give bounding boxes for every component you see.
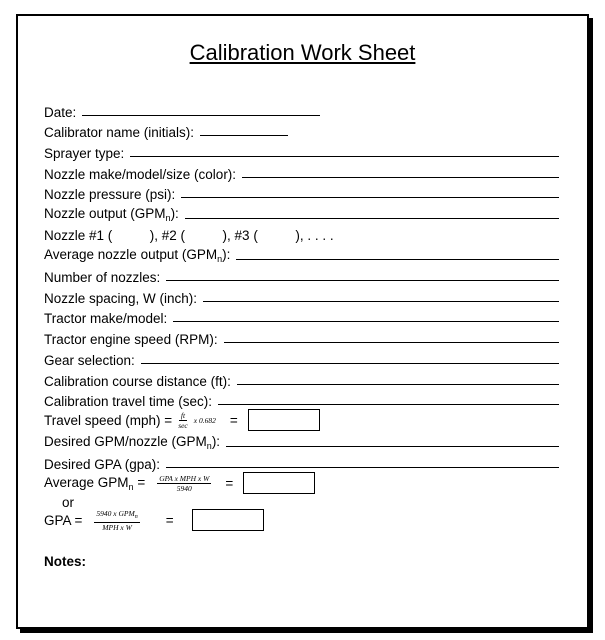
sprayer-line[interactable]: [130, 156, 559, 157]
label-desired-gpa: Desired GPA (gpa):: [44, 457, 161, 472]
desired-gpm-line[interactable]: [226, 446, 559, 447]
row-gpa: [44, 510, 559, 530]
row-desired-gpa: [44, 452, 559, 472]
row-nozzle-list: [44, 223, 559, 243]
course-distance-line[interactable]: [237, 384, 559, 385]
label-spacing: Nozzle spacing, W (inch):: [44, 291, 198, 306]
label-travel-speed: Travel speed (mph) =: [44, 412, 173, 428]
label-travel-time: Calibration travel time (sec):: [44, 394, 213, 409]
gpa-equals: =: [165, 512, 174, 528]
worksheet-title: Calibration Work Sheet: [189, 40, 416, 65]
date-line[interactable]: [82, 115, 320, 116]
spacing-line[interactable]: [203, 301, 559, 302]
label-avg-gpm: Average $GPM_n$ =: [44, 474, 146, 492]
notes-label: Notes:: [44, 554, 87, 569]
label-nozzle-pressure: Nozzle pressure (psi):: [44, 187, 176, 202]
label-nozzle-make: Nozzle make/model/size (color):: [44, 167, 237, 182]
row-nozzle-make: [44, 162, 559, 182]
desired-gpa-line[interactable]: [166, 467, 559, 468]
row-course-distance: [44, 369, 559, 389]
row-travel-time: [44, 389, 559, 409]
row-num-nozzles: [44, 265, 559, 285]
label-date: Date:: [44, 105, 77, 120]
row-avg-output: [44, 244, 559, 264]
travel-speed-fraction: $\frac{ft}{\sec}$: [178, 410, 188, 430]
row-nozzle-output: [44, 203, 559, 223]
avg-gpm-equals: =: [225, 475, 234, 491]
label-engine-speed: Tractor engine speed (RPM):: [44, 332, 218, 347]
nozzle-pressure-line[interactable]: [181, 197, 559, 198]
row-sprayer: [44, 141, 559, 161]
avg-gpm-fraction: $\frac{\text{GPA x MPH x W}}{5940}$: [159, 473, 210, 493]
avg-output-line[interactable]: [236, 259, 559, 260]
label-course-distance: Calibration course distance (ft):: [44, 374, 231, 389]
travel-speed-box[interactable]: [248, 409, 320, 431]
row-spacing: [44, 286, 559, 306]
travel-time-line[interactable]: [218, 404, 559, 405]
travel-speed-equals: =: [229, 412, 238, 428]
gpa-fraction: $\frac{5940 x GPM_n}{\text{MPH x W}}$: [96, 508, 138, 532]
label-gpa: GPA =: [44, 512, 83, 528]
row-travel-speed: [44, 410, 559, 430]
row-or: [62, 490, 559, 510]
row-engine-speed: [44, 327, 559, 347]
label-tractor-make: Tractor make/model:: [44, 311, 168, 326]
label-num-nozzles: Number of nozzles:: [44, 270, 161, 285]
label-calibrator: Calibrator name (initials):: [44, 125, 195, 140]
label-sprayer: Sprayer type:: [44, 146, 125, 161]
calibrator-line[interactable]: [200, 135, 288, 136]
row-gear: [44, 348, 559, 368]
worksheet-frame: [16, 14, 589, 629]
label-nozzle-list: Nozzle #1 ( ), #2 ( ), #3 ( ), . . . .: [44, 228, 334, 243]
num-nozzles-line[interactable]: [166, 280, 559, 281]
travel-speed-factor: x 0.682: [193, 415, 216, 425]
label-desired-gpm: Desired GPM/nozzle $(GPM_n)$:: [44, 434, 221, 451]
label-avg-output: Average nozzle output $(GPM_n)$:: [44, 247, 231, 264]
engine-speed-line[interactable]: [224, 342, 559, 343]
row-nozzle-pressure: [44, 182, 559, 202]
label-or: or: [62, 495, 75, 510]
gpa-box[interactable]: [192, 509, 264, 531]
label-nozzle-output: Nozzle output $(GPM_n)$:: [44, 206, 179, 223]
gear-line[interactable]: [141, 363, 559, 364]
row-calibrator: [44, 120, 559, 140]
nozzle-output-line[interactable]: [185, 218, 559, 219]
label-gear: Gear selection:: [44, 353, 135, 368]
nozzle-make-line[interactable]: [242, 177, 559, 178]
row-tractor-make: [44, 306, 559, 326]
row-desired-gpm: [44, 431, 559, 451]
row-date: [44, 100, 559, 120]
tractor-make-line[interactable]: [173, 321, 559, 322]
